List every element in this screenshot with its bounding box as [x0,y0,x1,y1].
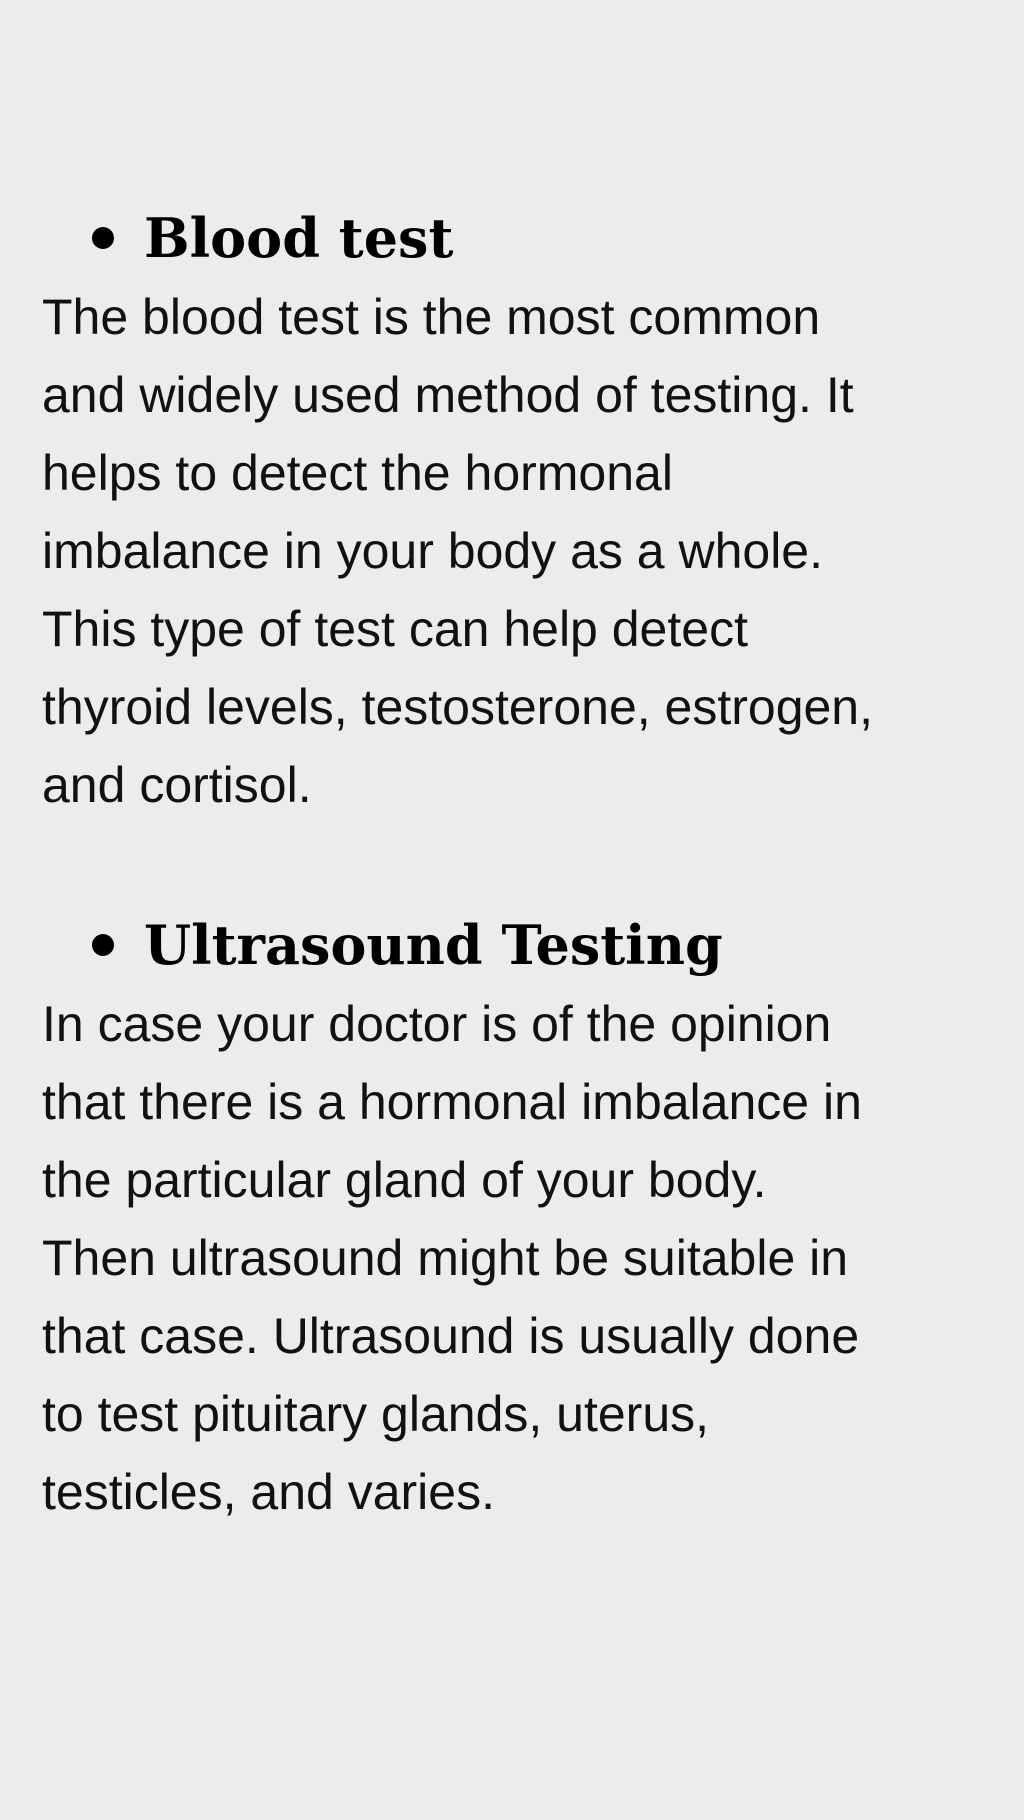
paragraph-line: testicles, and varies. [42,1464,495,1520]
paragraph-line: imbalance in your body as a whole. [42,523,824,579]
bullet-icon [92,227,114,249]
blood-test-section [0,198,1024,824]
blood-test-heading-row [0,198,1024,278]
blood-test-heading: Blood test [144,206,454,270]
paragraph-line: helps to detect the hormonal [42,445,673,501]
ultrasound-heading-row [0,905,1024,985]
paragraph-line: and cortisol. [42,757,312,813]
paragraph-line: This type of test can help detect [42,601,748,657]
paragraph-line: In case your doctor is of the opinion [42,996,832,1052]
paragraph-line: thyroid levels, testosterone, estrogen, [42,679,874,735]
ultrasound-testing-paragraph [0,985,1024,1531]
paragraph-line: The blood test is the most common [42,289,821,345]
paragraph-line: that there is a hormonal imbalance in [42,1074,862,1130]
paragraph-line: to test pituitary glands, uterus, [42,1386,710,1442]
ultrasound-testing-heading: Ultrasound Testing [144,913,723,977]
bullet-icon [92,934,114,956]
paragraph-line: and widely used method of testing. It [42,367,854,423]
paragraph-line: Then ultrasound might be suitable in [42,1230,849,1286]
paragraph-line: that case. Ultrasound is usually done [42,1308,860,1364]
blood-test-paragraph [0,278,1024,824]
paragraph-line: the particular gland of your body. [42,1152,767,1208]
ultrasound-testing-section [0,905,1024,1531]
